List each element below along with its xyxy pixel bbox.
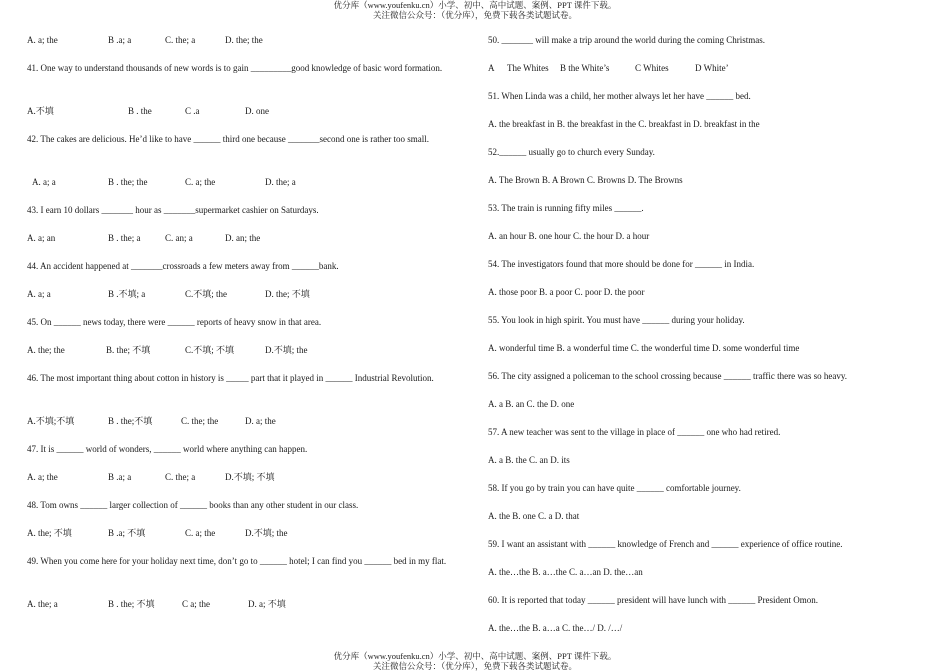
option: C Whites — [635, 63, 669, 73]
question-60: 60. It is reported that today ______ president will have lunch with ______ President Omon. — [488, 595, 818, 605]
question-46: 46. The most important thing about cotton in history is _____ part that it played in ______ Industrial Revolution. — [27, 373, 434, 383]
options-row: A. the…the B. a…the C. a…an D. the…an — [488, 567, 643, 577]
option: A. a; the — [27, 35, 58, 45]
option: D. the; the — [225, 35, 263, 45]
page-header — [0, 0, 950, 20]
option: D. a; 不填 — [248, 599, 286, 609]
options-row: A. the breakfast in B. the breakfast in the C. breakfast in D. breakfast in the — [488, 119, 760, 129]
option: B. the; 不填 — [106, 345, 151, 355]
question-48: 48. Tom owns ______ larger collection of ______ books than any other student in our class. — [27, 500, 359, 510]
option: A. the; 不填 — [27, 528, 72, 538]
option: B . the; a — [108, 233, 141, 243]
option: B .a; a — [108, 472, 132, 482]
option: C. an; a — [165, 233, 193, 243]
option: B . the; the — [108, 177, 148, 187]
question-52: 52.______ usually go to church every Sunday. — [488, 147, 655, 157]
option: The Whites — [507, 63, 549, 73]
option: C. the; a — [165, 472, 196, 482]
options-row: A. the…the B. a…a C. the…/ D. /…/ — [488, 623, 623, 633]
option: B the White’s — [560, 63, 610, 73]
question-49: 49. When you come here for your holiday next time, don’t go to ______ hotel; I can find you ______ bed in my flat. — [27, 556, 447, 566]
question-55: 55. You look in high spirit. You must have ______ during your holiday. — [488, 315, 745, 325]
options-row: A. a B. an C. the D. one — [488, 399, 575, 409]
option: B . the;不填 — [108, 416, 153, 426]
question-42: 42. The cakes are delicious. He’d like to have ______ third one because _______second one is rather too small. — [27, 134, 429, 144]
option: C. the; the — [181, 416, 219, 426]
question-59: 59. I want an assistant with ______ knowledge of French and ______ experience of office routine. — [488, 539, 843, 549]
question-56: 56. The city assigned a policeman to the school crossing because ______ traffic there was so heavy. — [488, 371, 847, 381]
options-row: A. an hour B. one hour C. the hour D. a hour — [488, 231, 650, 241]
option: C. the; a — [165, 35, 196, 45]
question-50: 50. _______ will make a trip around the world during the coming Christmas. — [488, 35, 765, 45]
option: C.不填; 不填 — [185, 345, 235, 355]
option: A. a; an — [27, 233, 56, 243]
options-row: A. the B. one C. a D. that — [488, 511, 580, 521]
option: D. one — [245, 106, 269, 116]
option: A. a; the — [27, 472, 58, 482]
question-58: 58. If you go by train you can have quite ______ comfortable journey. — [488, 483, 741, 493]
option: A — [488, 63, 495, 73]
option: A.不填 — [27, 106, 54, 116]
page-footer — [0, 651, 950, 671]
option: D. the; 不填 — [265, 289, 310, 299]
header-line-2: 关注微信公众号：（优分库），免费下载各类试题试卷。 — [372, 10, 577, 20]
option: C .a — [185, 106, 200, 116]
option: D.不填; 不填 — [225, 472, 275, 482]
question-57: 57. A new teacher was sent to the village in place of ______ one who had retired. — [488, 427, 781, 437]
option: A. a; a — [32, 177, 56, 187]
option: D.不填; the — [265, 345, 308, 355]
options-row: A. wonderful time B. a wonderful time C. the wonderful time D. some wonderful time — [488, 343, 800, 353]
question-43: 43. I earn 10 dollars _______ hour as _______supermarket cashier on Saturdays. — [27, 205, 319, 215]
option: B . the; 不填 — [108, 599, 155, 609]
option: D. a; the — [245, 416, 276, 426]
option: D.不填; the — [245, 528, 288, 538]
option: B . the — [128, 106, 152, 116]
option: A. the; a — [27, 599, 58, 609]
question-45: 45. On ______ news today, there were ______ reports of heavy snow in that area. — [27, 317, 322, 327]
option: B .a; a — [108, 35, 132, 45]
option: D. an; the — [225, 233, 261, 243]
option: C. a; the — [185, 177, 216, 187]
option: A. a; a — [27, 289, 51, 299]
footer-line-2: 关注微信公众号：（优分库），免费下载各类试题试卷。 — [372, 661, 577, 671]
question-41: 41. One way to understand thousands of new words is to gain _________good knowledge of basic word formation. — [27, 63, 443, 73]
option: C.不填; the — [185, 289, 227, 299]
options-row: A. The Brown B. A Brown C. Browns D. The Browns — [488, 175, 683, 185]
option: A.不填;不填 — [27, 416, 75, 426]
question-53: 53. The train is running fifty miles ______. — [488, 203, 644, 213]
option: D. the; a — [265, 177, 296, 187]
option: C. a; the — [185, 528, 216, 538]
question-47: 47. It is ______ world of wonders, ______ world where anything can happen. — [27, 444, 308, 454]
footer-line-1: 优分库（www.youfenku.cn）小学、初中、高中试题、案例、PPT 课件下载。 — [333, 651, 617, 661]
option: A. the; the — [27, 345, 65, 355]
option: B .a; 不填 — [108, 528, 146, 538]
header-line-1: 优分库（www.youfenku.cn）小学、初中、高中试题、案例、PPT 课件下载。 — [333, 0, 617, 10]
option: D White’ — [695, 63, 729, 73]
options-row: A. those poor B. a poor C. poor D. the poor — [488, 287, 645, 297]
question-51: 51. When Linda was a child, her mother always let her have ______ bed. — [488, 91, 751, 101]
question-44: 44. An accident happened at _______crossroads a few meters away from ______bank. — [27, 261, 339, 271]
option: B .不填; a — [108, 289, 146, 299]
option: C a; the — [182, 599, 210, 609]
question-54: 54. The investigators found that more should be done for ______ in India. — [488, 259, 755, 269]
options-row: A. a B. the C. an D. its — [488, 455, 570, 465]
